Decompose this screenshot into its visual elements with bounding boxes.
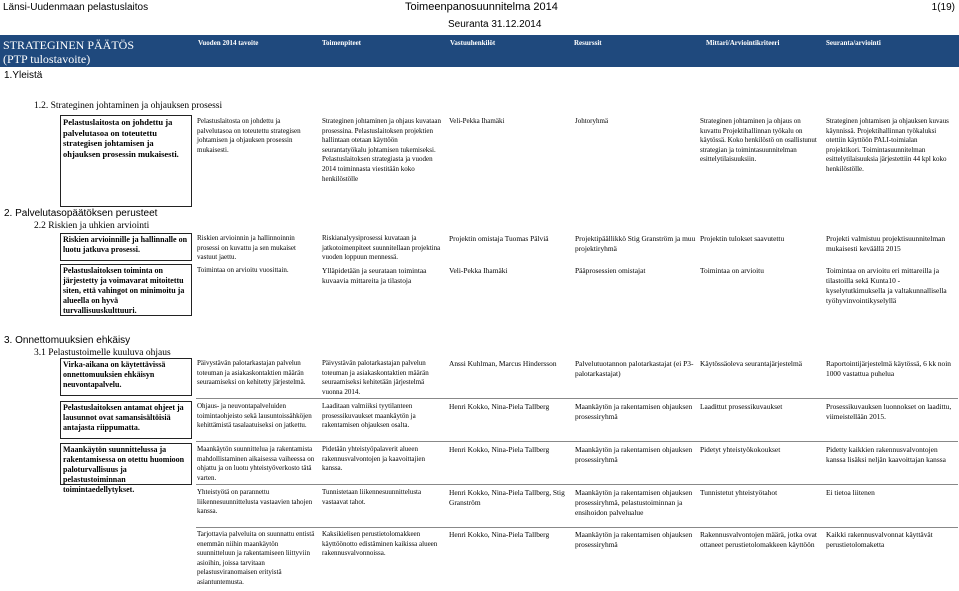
- subsection-heading-strategic-management: 1.2. Strateginen johtaminen ja ohjauksen prosessi: [34, 101, 223, 111]
- followup-3-1-a: Raportointijärjestelmä käytössä, 6 kk noin 1000 vastattua puhelua: [826, 359, 952, 378]
- responsible-3-1-b: Henri Kokko, Nina-Piela Tallberg: [449, 402, 550, 411]
- resources-2-2-b: Pääprosessien omistajat: [575, 266, 646, 275]
- followup-3-1-b: Prosessikuvauksen luonnokset on laadittu, viimeistellään 2015.: [826, 402, 952, 421]
- resources-3-1-c: Maankäytön ja rakentamisen ohjauksen prosessiryhmä: [575, 445, 693, 464]
- responsible-column-header: Vastuuhenkilöt: [450, 39, 496, 47]
- goal-3-1-e: Tarjottavia palveluita on suunnattu entistä enemmän niihin maankäytön suunnitteluun ja rakentamiseen liittyviin asioihin, joissa tarvitaan pelastusviranomaisen erityistä asiantuntemusta.: [197, 530, 315, 586]
- resources-column-header: Resurssit: [574, 39, 602, 47]
- resources-1-2: Johtoryhmä: [575, 117, 609, 125]
- resources-2-2-a: Projektipäällikkö Stig Granström ja muu projektiryhmä: [575, 234, 696, 253]
- responsible-2-2-a: Projektin omistaja Tuomas Pälviä: [449, 234, 549, 243]
- decision-column-title-line2: (PTP tulostavoite): [3, 52, 91, 66]
- responsible-1-2: Veli-Pekka Ihamäki: [449, 117, 505, 125]
- goal-1-2: Pelastuslaitosta on johdettu ja palvelutasoa on toteutettu strategisen johtamisen ja ohjauksen prosessin mukaisesti.: [197, 117, 301, 154]
- responsible-3-1-c: Henri Kokko, Nina-Piela Tallberg: [449, 445, 550, 454]
- followup-1-2: Strateginen johtamisen ja ohjauksen kuvaus käynnissä. Projektihallinnan työkaluksi otettiin käyttöön PALI-toimialan projektikori. Toimintasuunnitelman esittelytilaisuuksia järjestettiin 44 kpl koko henkilöstölle.: [826, 117, 949, 173]
- decision-column-title-line1: STRATEGINEN PÄÄTÖS: [3, 38, 135, 52]
- strategic-decision-2-2-b: Pelastuslaitoksen toiminta on järjestetty ja voimavarat mitoitettu siten, että vahingot on minimoitu ja alueella on hyvä turvallisuuskulttuuri.: [60, 264, 192, 316]
- followup-3-1-e: Kaikki rakennusvalvonnat käyttävät perustietolomaketta: [826, 530, 933, 549]
- strategic-decision-1-2: Pelastuslaitosta on johdettu ja palvelutasoa on toteutettu strategisen johtamisen ja ohjauksen prosessin mukaisesti.: [60, 115, 192, 207]
- metric-1-2: Strateginen johtaminen ja ohjaus on kuvattu Projektihallinnan työkalu on käytössä. Koko henkilöstö on osallistunut strategian ja toimintasuunnitelman esittelytilaisuuksiin.: [700, 117, 817, 164]
- subsection-heading-rescue-guidance: 3.1 Pelastustoimelle kuuluva ohjaus: [34, 348, 171, 358]
- resources-3-1-a: Palvelutuotannon palotarkastajat (ei P3-palotarkastajat): [575, 359, 694, 378]
- metric-3-1-c: Pidetyt yhteistyökokoukset: [700, 445, 781, 454]
- goal-3-1-b: Ohjaus- ja neuvontapalveluiden toimintaohjeisto sekä lausuntoissähköjen kehittämistä tasalaatuiseksi on jatkettu.: [197, 402, 312, 430]
- metric-2-2-b: Toimintaa on arvioitu: [700, 266, 764, 275]
- goal-3-1-a: Päivystävän palotarkastajan palvelun toteuman ja asiakaskontaktien määrän seuraamiseksi on kehitetty järjestelmä.: [197, 359, 306, 387]
- metric-column-header: Mittari/Arviointikriteeri: [706, 39, 780, 47]
- metric-3-1-e: Rakennusvalvontojen määrä, jotka ovat ottaneet perustietolomakkeen käyttöön: [700, 530, 817, 549]
- responsible-3-1-a: Anssi Kuhlman, Marcus Hindersson: [449, 359, 557, 368]
- metric-3-1-a: Käytössäoleva seurantajärjestelmä: [700, 359, 802, 368]
- row-divider: [196, 441, 958, 442]
- document-title: Toimeenpanosuunnitelma 2014: [405, 1, 558, 13]
- organization-name: Länsi-Uudenmaan pelastuslaitos: [3, 2, 149, 13]
- actions-2-2-b: Ylläpidetään ja seurataan toimintaa kuvaavia mittareita ja tilastoja: [322, 266, 427, 285]
- followup-2-2-b: Toimintaa on arvioitu eri mittareilla ja tilastoilla sekä Kunta10 -kyselytutkimuksella ja valtakunnallisella työhyvinvointikyselyllä: [826, 266, 947, 305]
- responsible-3-1-e: Henri Kokko, Nina-Piela Tallberg: [449, 530, 550, 539]
- followup-3-1-d: Ei tietoa liitenen: [826, 488, 875, 497]
- actions-3-1-d: Tunnistetaan liikennesuunnittelusta vastaavat tahot.: [322, 488, 422, 506]
- metric-3-1-b: Laadittut prosessikuvaukset: [700, 402, 783, 411]
- row-divider: [196, 398, 958, 399]
- actions-3-1-b: Laaditaan valmiiksi tyytilanteen prosessikuvaukset maankäytön ja rakentamisen ohjauksen osalta.: [322, 402, 416, 430]
- metric-3-1-d: Tunnistetut yhteistyötahot: [700, 488, 778, 497]
- strategic-decision-2-2-a: Riskien arvioinnille ja hallinnalle on luotu jatkuva prosessi.: [60, 233, 192, 261]
- section-heading-service-level: 2. Palvelutasopäätöksen perusteet: [4, 208, 158, 219]
- goal-3-1-d: Yhteistyötä on parannettu liikennesuunnittelusta vastaavien tahojen kanssa.: [197, 488, 313, 516]
- row-divider: [196, 527, 958, 528]
- goal-2-2-a: Riskien arvioinnin ja hallinnoinnin prosessi on kuvattu ja sen mukaiset vastuut jaettu.: [197, 234, 296, 262]
- section-heading-accident-prevention: 3. Onnettomuuksien ehkäisy: [4, 335, 131, 346]
- goal-3-1-c: Maankäytön suunnittelua ja rakentamista mahdollistaminen aikaisessa vaiheessa on ohjattu ja on luotu yhteistyöverkosto tätä varten.: [197, 445, 315, 482]
- column-header-bar: [0, 35, 959, 67]
- row-divider: [196, 484, 958, 485]
- strategic-decision-3-1-a: Virka-aikana on käytettävissä onnettomuuksien ehkäisyn neuvontapalvelu.: [60, 358, 192, 396]
- goal-2-2-b: Toimintaa on arvioitu vuosittain.: [197, 266, 289, 274]
- decision-column-title: [3, 38, 134, 66]
- actions-3-1-c: Pidetään yhteistyöpalaverit alueen rakennusvalvontojen ja kaavoittajien kanssa.: [322, 445, 426, 473]
- responsible-3-1-d: Henri Kokko, Nina-Piela Tallberg, Stig Granström: [449, 488, 565, 507]
- followup-date: Seuranta 31.12.2014: [448, 19, 542, 30]
- metric-2-2-a: Projektin tulokset saavutettu: [700, 234, 785, 243]
- actions-3-1-a: Päivystävän palotarkastajan palvelun toteuman ja asiakaskontaktien määrän seuraamiseksi kehitetään järjestelmä vuonna 2014.: [322, 359, 429, 396]
- page-number: 1(19): [931, 2, 955, 13]
- resources-3-1-d: Maankäytön ja rakentamisen ohjauksen prosessiryhmä, pelastustoiminnan ja ensihoidon palvelualue: [575, 488, 693, 517]
- followup-2-2-a: Projekti valmistuu projektisuunnitelman mukaisesti keväällä 2015: [826, 234, 946, 253]
- responsible-2-2-b: Veli-Pekka Ihamäki: [449, 266, 508, 275]
- section-heading-general: 1.Yleistä: [4, 70, 43, 81]
- strategic-decision-3-1-b: Pelastuslaitoksen antamat ohjeet ja lausunnot ovat samansisältöisiä antajasta riippumatta.: [60, 401, 192, 439]
- followup-column-header: Seuranta/arviointi: [826, 39, 881, 47]
- resources-3-1-e: Maankäytön ja rakentamisen ohjauksen prosessiryhmä: [575, 530, 693, 549]
- strategic-decision-3-1-c: Maankäytön suunnittelussa ja rakentamisessa on otettu huomioon paloturvallisuus ja pelastustoiminnan toimintaedellytykset.: [60, 443, 192, 485]
- resources-3-1-b: Maankäytön ja rakentamisen ohjauksen prosessiryhmä: [575, 402, 693, 421]
- actions-column-header: Toimenpiteet: [322, 39, 362, 47]
- followup-3-1-c: Pidetty kaikkien rakennusvalvontojen kanssa lisäksi neljän kaavoittajan kanssa: [826, 445, 946, 464]
- subsection-heading-risk-assessment: 2.2 Riskien ja uhkien arviointi: [34, 221, 150, 231]
- actions-2-2-a: Riskianalyysiprosessi kuvataan ja jatkotoimenpiteet suunnitellaan projektina vuoden loppuun mennessä.: [322, 234, 441, 262]
- actions-1-2: Strateginen johtaminen ja ohjaus kuvataan prosessina. Pelastuslaitoksen projektien hallintaan otetaan käyttöön seurantatyökalu johtamisen tukemiseksi. Pelastuslaitoksen strategiasta ja vuoden 2014 toiminnasta viestitään koko henkilöstölle: [322, 117, 441, 183]
- goal-column-header: Vuoden 2014 tavoite: [198, 39, 259, 47]
- actions-3-1-e: Kaksikielisen perustietolomakkeen käyttöönotto edistäminen kaikissa alueen rakennusvalvonnoissa.: [322, 530, 438, 558]
